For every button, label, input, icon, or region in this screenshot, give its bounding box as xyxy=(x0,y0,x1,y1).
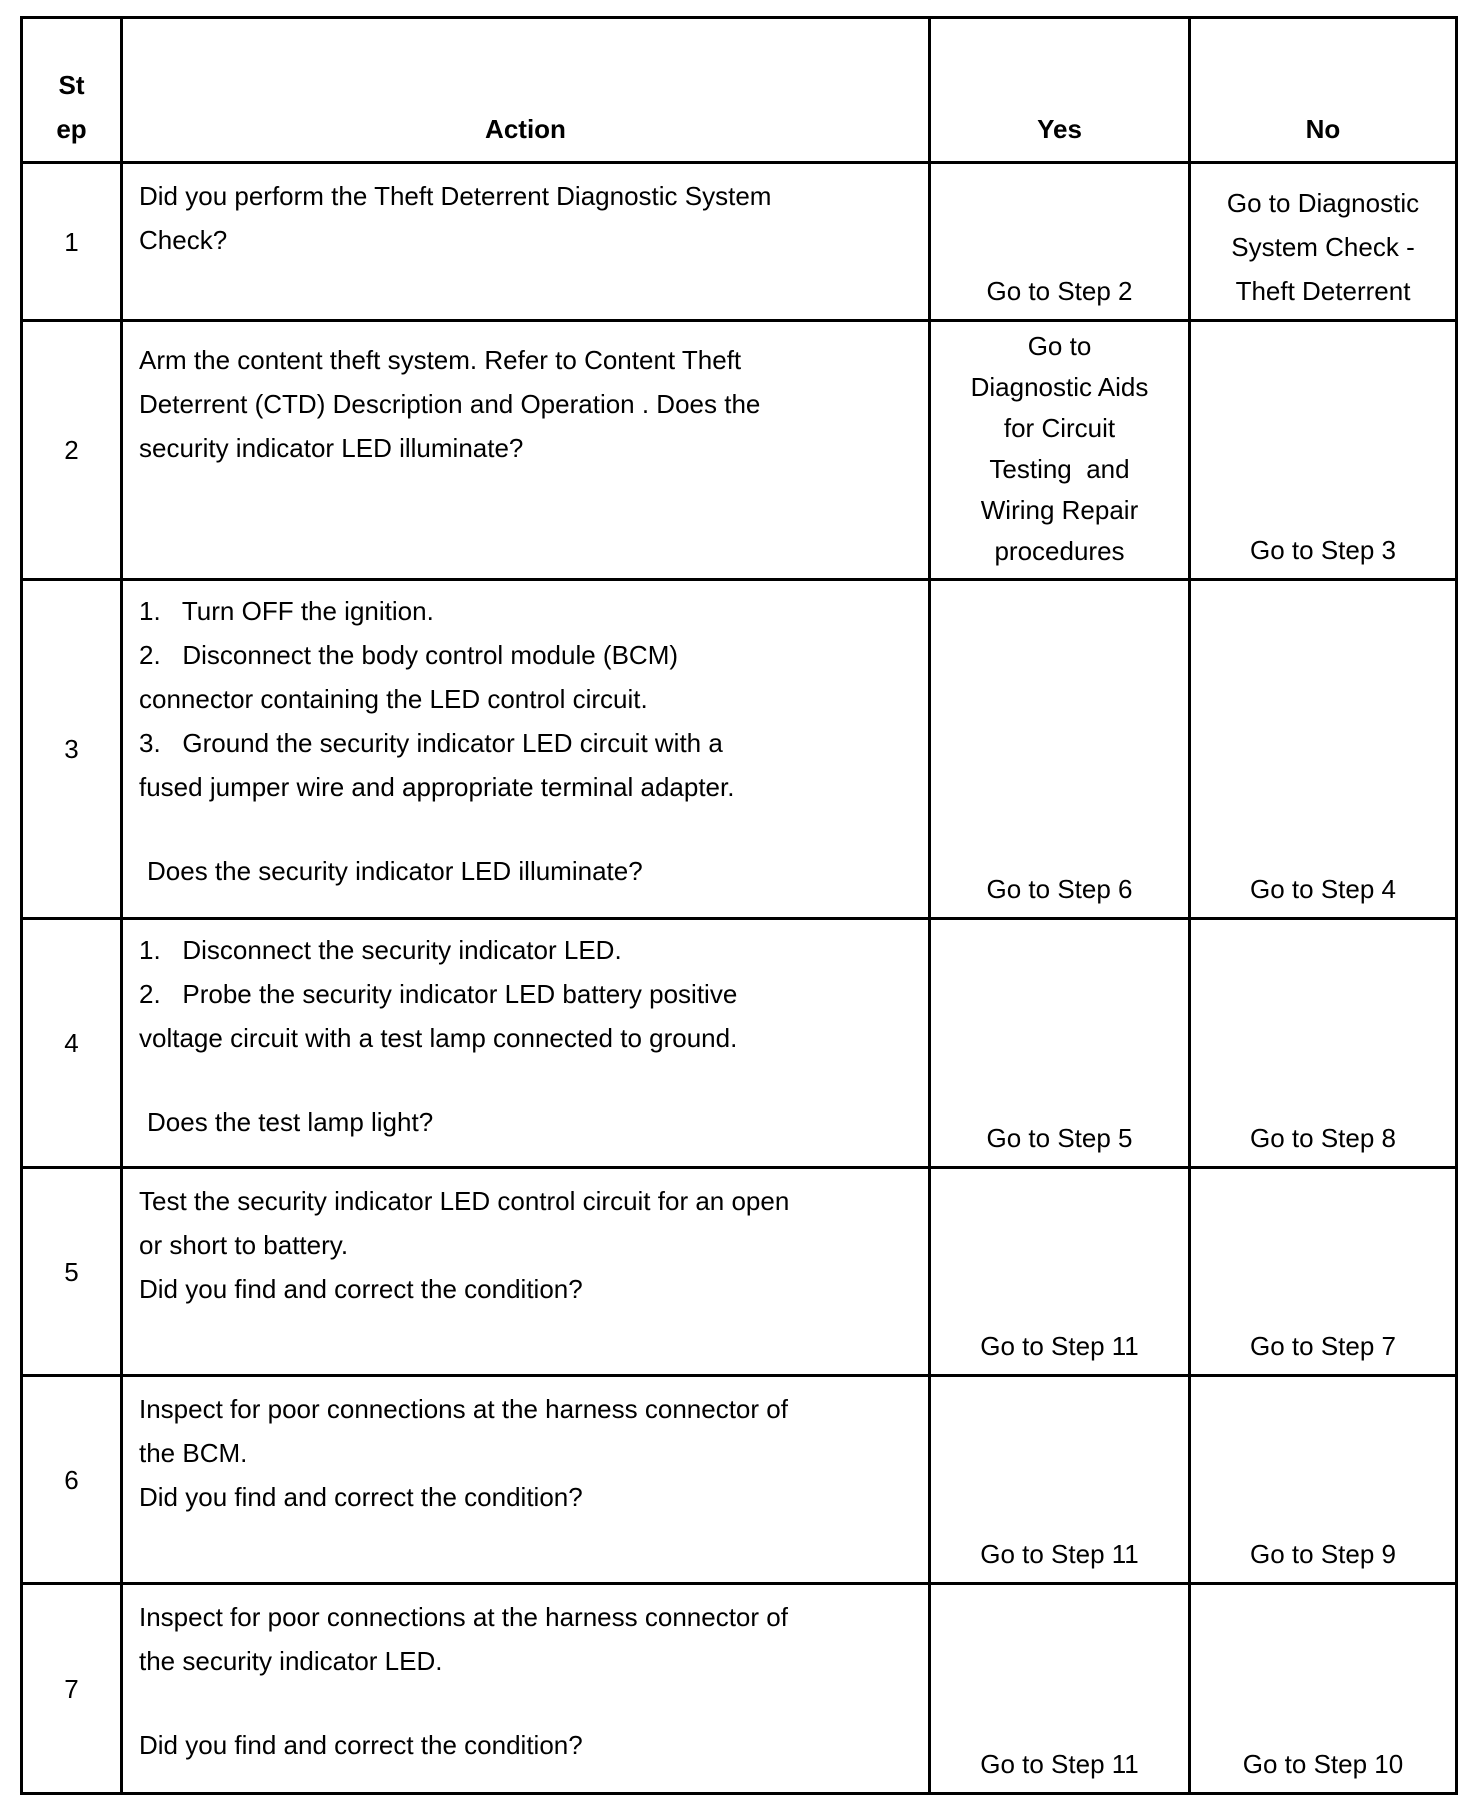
action-question: Did you find and correct the condition? xyxy=(139,1274,583,1304)
header-no: No xyxy=(1190,18,1457,163)
no-text: Go to Diagnostic xyxy=(1226,188,1420,218)
action-cell xyxy=(122,1168,930,1376)
yes-cell xyxy=(930,321,1190,580)
action-line: Test the security indicator LED control circuit for an open xyxy=(139,1186,790,1216)
no-cell xyxy=(1190,919,1457,1168)
action-line: 2. Probe the security indicator LED battery positive xyxy=(139,979,738,1009)
yes-cell xyxy=(930,163,1190,321)
action-line: or short to battery. xyxy=(139,1230,349,1260)
table-row xyxy=(22,163,1457,321)
step-number: 2 xyxy=(22,321,122,580)
no-text: Go to Step 9 xyxy=(1250,1539,1396,1569)
action-line: Arm the content theft system. Refer to Content Theft xyxy=(139,345,742,375)
action-line: security indicator LED illuminate? xyxy=(139,433,524,463)
yes-text: for Circuit xyxy=(1003,413,1116,443)
yes-text: Go to Step 11 xyxy=(980,1749,1139,1779)
header-step xyxy=(22,18,122,163)
table-row xyxy=(22,919,1457,1168)
header-row xyxy=(22,18,1457,163)
table-row xyxy=(22,1168,1457,1376)
yes-text: Testing and xyxy=(989,454,1130,484)
action-line: Deterrent (CTD) Description and Operation . Does the xyxy=(139,389,761,419)
action-line: 3. Ground the security indicator LED circuit with a xyxy=(139,728,723,758)
step-number: 5 xyxy=(22,1168,122,1376)
spacer xyxy=(139,1060,914,1100)
action-cell xyxy=(122,919,930,1168)
action-line: connector containing the LED control circuit. xyxy=(139,684,648,714)
header-step-line: St xyxy=(58,70,85,100)
action-question: Does the security indicator LED illuminate? xyxy=(147,856,643,886)
action-line: 1. Turn OFF the ignition. xyxy=(139,596,434,626)
yes-text: Go to Step 11 xyxy=(980,1539,1139,1569)
table-row xyxy=(22,1584,1457,1794)
yes-text: Go to Step 11 xyxy=(980,1331,1139,1361)
yes-text: Go to Step 6 xyxy=(986,874,1133,904)
action-line: the security indicator LED. xyxy=(139,1646,443,1676)
action-cell xyxy=(122,1376,930,1584)
no-cell xyxy=(1190,321,1457,580)
no-cell xyxy=(1190,163,1457,321)
no-text: Go to Step 3 xyxy=(1250,535,1396,565)
header-step-line: ep xyxy=(56,114,87,144)
step-number: 4 xyxy=(22,919,122,1168)
yes-text: procedures xyxy=(994,536,1125,566)
no-cell xyxy=(1190,1376,1457,1584)
no-text: Go to Step 10 xyxy=(1242,1749,1404,1779)
no-cell xyxy=(1190,580,1457,919)
table-row xyxy=(22,1376,1457,1584)
yes-cell xyxy=(930,580,1190,919)
action-cell xyxy=(122,163,930,321)
yes-text: Go to xyxy=(1027,331,1092,361)
action-cell xyxy=(122,321,930,580)
diagnostic-table xyxy=(20,16,1458,1795)
action-line: fused jumper wire and appropriate terminal adapter. xyxy=(139,772,735,802)
step-number: 6 xyxy=(22,1376,122,1584)
yes-cell xyxy=(930,1376,1190,1584)
action-line: Inspect for poor connections at the harness connector of xyxy=(139,1394,788,1424)
table-row xyxy=(22,580,1457,919)
yes-cell xyxy=(930,919,1190,1168)
action-line: 2. Disconnect the body control module (BCM) xyxy=(139,640,679,670)
action-line: 1. Disconnect the security indicator LED. xyxy=(139,935,622,965)
action-question: Did you find and correct the condition? xyxy=(139,1730,583,1760)
header-action: Action xyxy=(122,18,930,163)
yes-text: Go to Step 5 xyxy=(986,1123,1133,1153)
header-yes: Yes xyxy=(930,18,1190,163)
no-text: Go to Step 4 xyxy=(1250,874,1396,904)
step-number: 3 xyxy=(22,580,122,919)
no-text: System Check - xyxy=(1231,232,1415,262)
action-line: Check? xyxy=(139,225,228,255)
action-cell xyxy=(122,1584,930,1794)
action-question: Does the test lamp light? xyxy=(147,1107,434,1137)
spacer xyxy=(139,809,914,849)
yes-text: Go to Step 2 xyxy=(986,276,1133,306)
spacer xyxy=(139,1683,914,1723)
yes-text: Wiring Repair xyxy=(980,495,1139,525)
action-cell xyxy=(122,580,930,919)
step-number: 7 xyxy=(22,1584,122,1794)
action-line: voltage circuit with a test lamp connected to ground. xyxy=(139,1023,738,1053)
yes-cell xyxy=(930,1584,1190,1794)
action-line: Inspect for poor connections at the harness connector of xyxy=(139,1602,788,1632)
yes-cell xyxy=(930,1168,1190,1376)
step-number: 1 xyxy=(22,163,122,321)
no-text: Theft Deterrent xyxy=(1235,276,1411,306)
no-cell xyxy=(1190,1584,1457,1794)
no-text: Go to Step 8 xyxy=(1250,1123,1396,1153)
yes-text: Diagnostic Aids xyxy=(970,372,1149,402)
action-question: Did you find and correct the condition? xyxy=(139,1482,583,1512)
no-cell xyxy=(1190,1168,1457,1376)
table-row xyxy=(22,321,1457,580)
action-line: the BCM. xyxy=(139,1438,248,1468)
action-line: Did you perform the Theft Deterrent Diagnostic System xyxy=(139,181,772,211)
no-text: Go to Step 7 xyxy=(1250,1331,1396,1361)
